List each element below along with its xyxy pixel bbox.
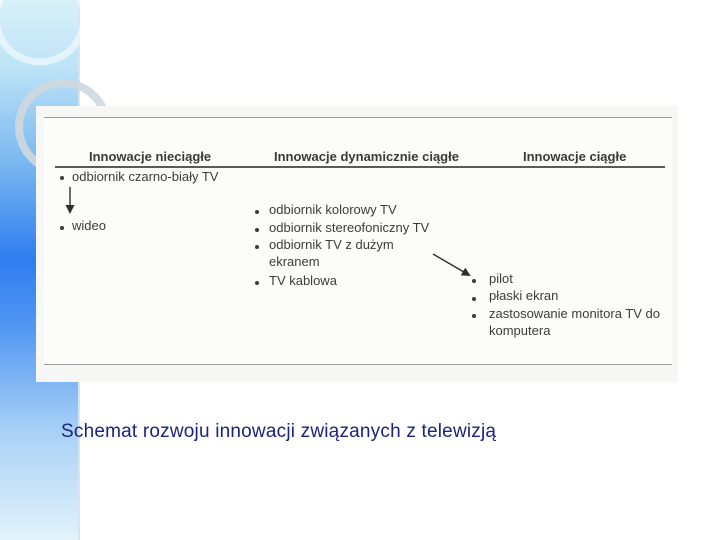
item-continuous-3: zastosowanie monitora TV do — [489, 306, 661, 321]
item-dynamic-3: odbiornik TV z dużym — [269, 237, 394, 252]
item-discontinuous-2: wideo — [72, 218, 106, 233]
item-continuous-3-cont: komputera — [489, 323, 551, 338]
header-continuous: Innowacje ciągłe — [523, 149, 627, 164]
diagram-caption: Schemat rozwoju innowacji związanych z telewizją — [61, 421, 497, 442]
item-dynamic-2: odbiornik stereofoniczny TV — [269, 220, 430, 235]
item-dynamic-1: odbiornik kolorowy TV — [269, 202, 397, 217]
item-discontinuous-1: odbiornik czarno-biały TV — [72, 169, 219, 184]
header-dynamic: Innowacje dynamicznie ciągłe — [274, 149, 459, 164]
arrow-right-icon — [433, 254, 469, 275]
item-dynamic-4: TV kablowa — [269, 273, 337, 288]
item-continuous-1: pilot — [489, 271, 513, 286]
item-continuous-2: płaski ekran — [489, 288, 559, 303]
item-dynamic-3-cont: ekranem — [269, 254, 320, 269]
header-discontinuous: Innowacje nieciągłe — [89, 149, 212, 164]
